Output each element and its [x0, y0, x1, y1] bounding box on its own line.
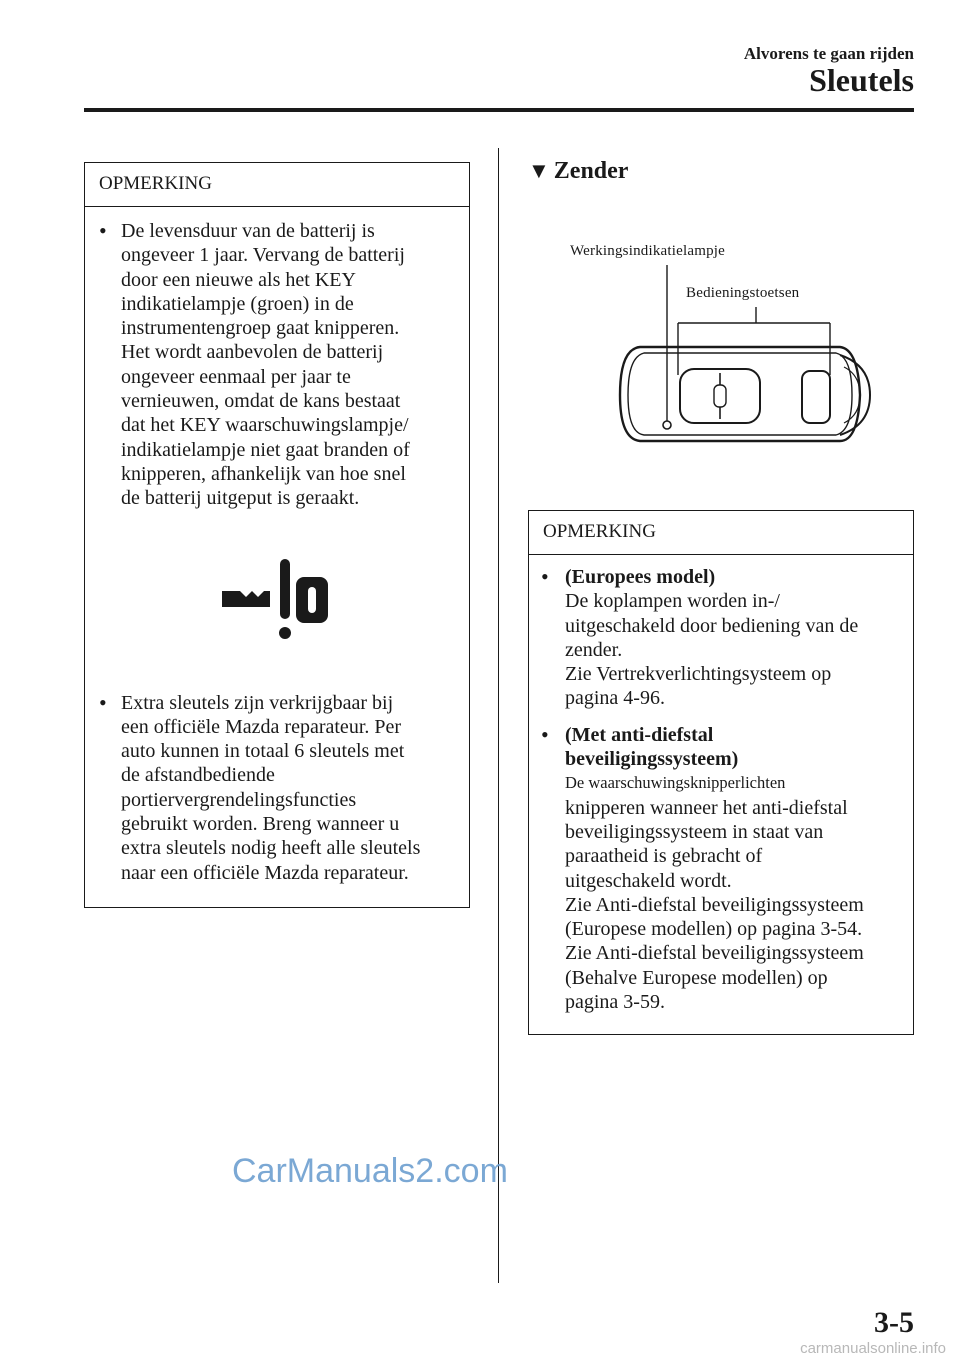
text-line: uitgeschakeld door bediening van de	[565, 614, 859, 637]
zender-heading	[528, 158, 628, 185]
text-line: Zie Anti-diefstal beveiligingssysteem	[565, 893, 864, 916]
text-line: indikatielampje niet gaat branden of	[121, 438, 410, 461]
text-line: zender.	[565, 638, 623, 661]
text-line: gebruikt worden. Breng wanneer u	[121, 813, 400, 836]
text-line: pagina 4-96.	[565, 687, 665, 710]
note-box-transmitter	[528, 510, 914, 1035]
text-line: naar een officiële Mazda reparateur.	[121, 861, 409, 884]
triangle-down-icon: ▼	[528, 158, 550, 183]
text-line: de afstandbediende	[121, 764, 275, 787]
text-line: Het wordt aanbevolen de batterij	[121, 341, 384, 364]
text-line: uitgeschakeld wordt.	[565, 869, 732, 892]
text-line: • Extra sleutels zijn verkrijgbaar bij	[121, 691, 394, 714]
note-box-battery	[84, 162, 470, 908]
footer-site-url: carmanualsonline.info	[800, 1340, 946, 1357]
text-line: indikatielampje (groen) in de	[121, 292, 354, 315]
zender-heading-text: Zender	[553, 158, 629, 184]
callout-indicator-lamp: Werkingsindikatielampje	[570, 243, 726, 259]
note-body	[85, 219, 469, 885]
text-line: Zie Vertrekverlichtingsysteem op	[565, 663, 832, 686]
text-line: knipperen wanneer het anti-diefstal	[565, 796, 848, 819]
watermark-logo: CarManuals2.com	[232, 1152, 508, 1190]
page-number: 3-5	[874, 1306, 914, 1339]
text-line: • De levensduur van de batterij is	[121, 220, 375, 242]
section-title: Sleutels	[809, 62, 914, 98]
key-warning-figure	[85, 557, 469, 647]
column-divider	[498, 148, 499, 1283]
note-bullet-battery	[85, 219, 469, 511]
note-bullet-european-model	[529, 565, 913, 711]
text-line: (Europese modellen) op pagina 3-54.	[565, 918, 863, 941]
text-line: door een nieuwe als het KEY	[121, 268, 356, 291]
text-line: auto kunnen in totaal 6 sleutels met	[121, 740, 405, 763]
bullet-title: • (Met anti-diefstal	[565, 723, 714, 746]
text-line: paraatheid is gebracht of	[565, 845, 763, 868]
key-fob-icon	[560, 235, 880, 455]
note-body	[529, 565, 913, 1014]
note-heading: OPMERKING	[85, 163, 469, 207]
note-bullet-anti-theft	[529, 723, 913, 1015]
text-line: pagina 3-59.	[565, 991, 665, 1014]
text-line: Zie Anti-diefstal beveiligingssysteem	[565, 942, 864, 965]
text-line: extra sleutels nodig heeft alle sleutels	[121, 837, 421, 860]
text-line: vernieuwen, omdat de kans bestaat	[121, 390, 401, 413]
bullet-title: • (Europees model)	[565, 566, 716, 588]
text-line: knipperen, afhankelijk van hoe snel	[121, 462, 406, 485]
text-line: portiervergrendelingsfuncties	[121, 788, 357, 811]
section-subtitle: Alvorens te gaan rijden	[743, 44, 914, 63]
note-bullet-extra-keys	[85, 691, 469, 885]
note-heading: OPMERKING	[529, 511, 913, 555]
text-line: beveiligingssysteem in staat van	[565, 820, 824, 843]
header-rule	[84, 108, 914, 112]
key-warning-icon	[220, 557, 340, 643]
bullet-title: beveiligingssysteem)	[565, 748, 739, 771]
text-line: de batterij uitgeput is geraakt.	[121, 487, 360, 510]
text-line: dat het KEY waarschuwingslampje/	[121, 414, 409, 437]
text-line: instrumentengroep gaat knipperen.	[121, 317, 400, 340]
text-line: ongeveer eenmaal per jaar te	[121, 365, 351, 388]
text-line: ongeveer 1 jaar. Vervang de batterij	[121, 244, 405, 267]
text-line: een officiële Mazda reparateur. Per	[121, 715, 402, 738]
key-fob-figure	[560, 235, 880, 455]
callout-buttons: Bedieningstoetsen	[686, 285, 800, 301]
text-line: (Behalve Europese modellen) op	[565, 966, 828, 989]
text-line: De koplampen worden in-/	[565, 590, 780, 613]
text-line: De waarschuwingsknipperlichten	[565, 773, 786, 793]
